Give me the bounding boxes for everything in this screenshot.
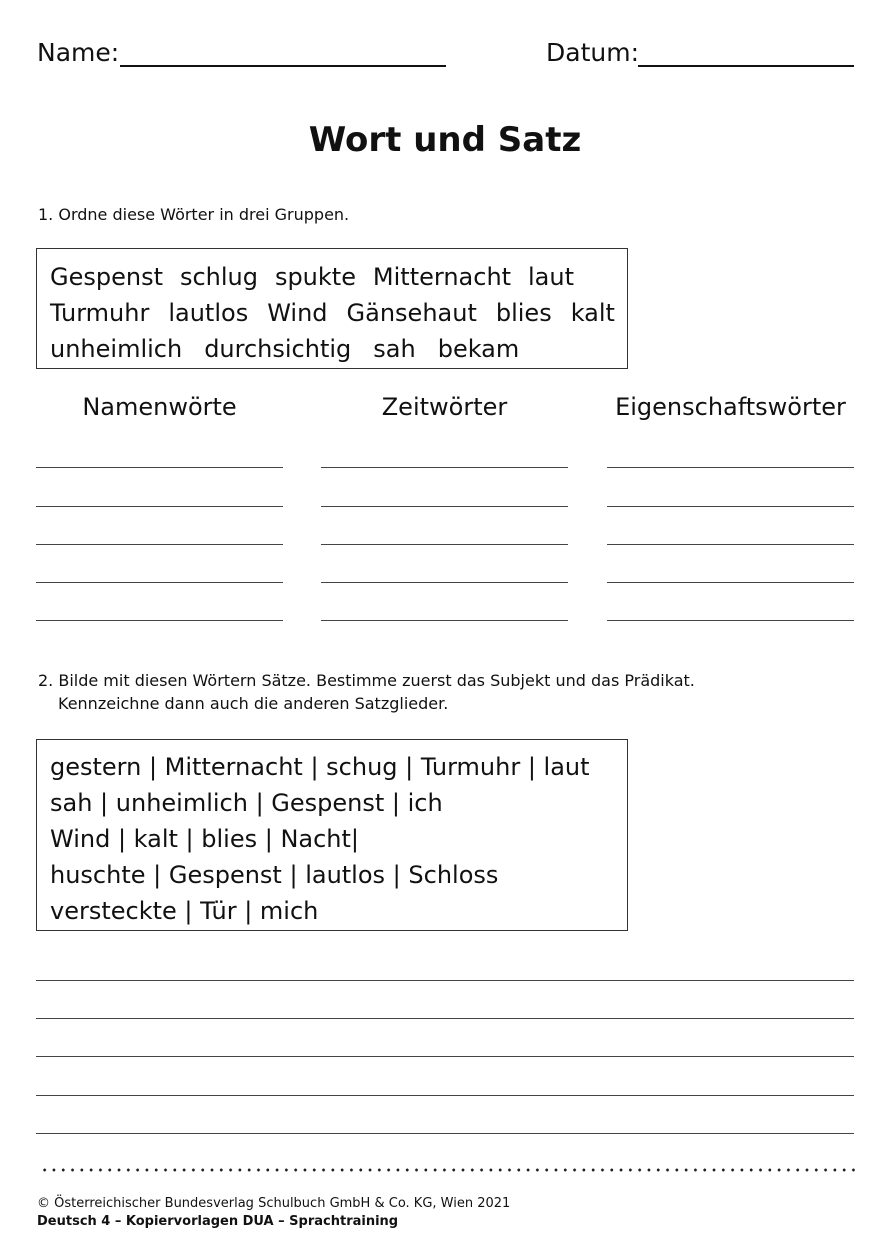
writing-line[interactable]	[607, 467, 854, 468]
task1-word-box	[36, 248, 628, 369]
writing-line[interactable]	[36, 582, 283, 583]
writing-line[interactable]	[36, 1018, 854, 1019]
writing-line[interactable]	[607, 620, 854, 621]
word-group-row: Wind | kalt | blies | Nacht|	[50, 825, 360, 853]
writing-line[interactable]	[607, 506, 854, 507]
dotted-separator	[40, 1168, 855, 1172]
writing-line[interactable]	[36, 980, 854, 981]
word: Mitternacht	[372, 263, 512, 291]
word: kalt	[570, 299, 615, 327]
column-heading-verbs: Zeitwörter	[381, 393, 508, 421]
task2-instruction-line2: Kennzeichne dann auch die anderen Satzglieder.	[58, 694, 449, 713]
word-row	[50, 295, 615, 331]
footer-copyright: © Österreichischer Bundesverlag Schulbuch GmbH & Co. KG, Wien 2021	[37, 1196, 511, 1211]
worksheet-title: Wort und Satz	[308, 120, 582, 160]
word-group-row: versteckte | Tür | mich	[50, 897, 319, 925]
writing-line[interactable]	[321, 467, 568, 468]
writing-line[interactable]	[321, 620, 568, 621]
date-write-line[interactable]	[638, 65, 854, 67]
task2-word-box	[36, 739, 628, 931]
word: lautlos	[168, 299, 249, 327]
word-row	[50, 331, 615, 367]
writing-line[interactable]	[321, 582, 568, 583]
column-heading-adjectives: Eigenschaftswörter	[615, 393, 846, 421]
word: Wind	[267, 299, 328, 327]
writing-line[interactable]	[36, 506, 283, 507]
word-group-row: huschte | Gespenst | lautlos | Schloss	[50, 861, 499, 889]
word: Turmuhr	[50, 299, 150, 327]
word-group-row: gestern | Mitternacht | schug | Turmuhr | laut	[50, 753, 590, 781]
word: Gänsehaut	[346, 299, 477, 327]
writing-line[interactable]	[607, 582, 854, 583]
word: unheimlich	[50, 335, 183, 363]
writing-line[interactable]	[36, 620, 283, 621]
word: bekam	[437, 335, 520, 363]
task1-instruction: 1. Ordne diese Wörter in drei Gruppen.	[38, 205, 350, 224]
name-label: Name:	[37, 38, 120, 67]
word: Gespenst	[50, 263, 163, 291]
word: spukte	[274, 263, 356, 291]
writing-line[interactable]	[321, 506, 568, 507]
word: schlug	[179, 263, 258, 291]
writing-line[interactable]	[36, 467, 283, 468]
word: laut	[528, 263, 575, 291]
writing-line[interactable]	[607, 544, 854, 545]
writing-line[interactable]	[36, 544, 283, 545]
task2-instruction-line1: 2. Bilde mit diesen Wörtern Sätze. Bestimme zuerst das Subjekt und das Prädikat.	[38, 671, 695, 690]
date-label: Datum:	[546, 38, 639, 67]
word-group-row: sah | unheimlich | Gespenst | ich	[50, 789, 443, 817]
word-row	[50, 259, 615, 295]
word: sah	[373, 335, 416, 363]
word: durchsichtig	[204, 335, 352, 363]
writing-line[interactable]	[36, 1095, 854, 1096]
footer-series: Deutsch 4 – Kopiervorlagen DUA – Sprachtraining	[37, 1214, 399, 1229]
writing-line[interactable]	[321, 544, 568, 545]
word: blies	[495, 299, 552, 327]
writing-line[interactable]	[36, 1133, 854, 1134]
column-heading-nouns: Namenwörte	[82, 393, 237, 421]
name-write-line[interactable]	[120, 65, 446, 67]
writing-line[interactable]	[36, 1056, 854, 1057]
